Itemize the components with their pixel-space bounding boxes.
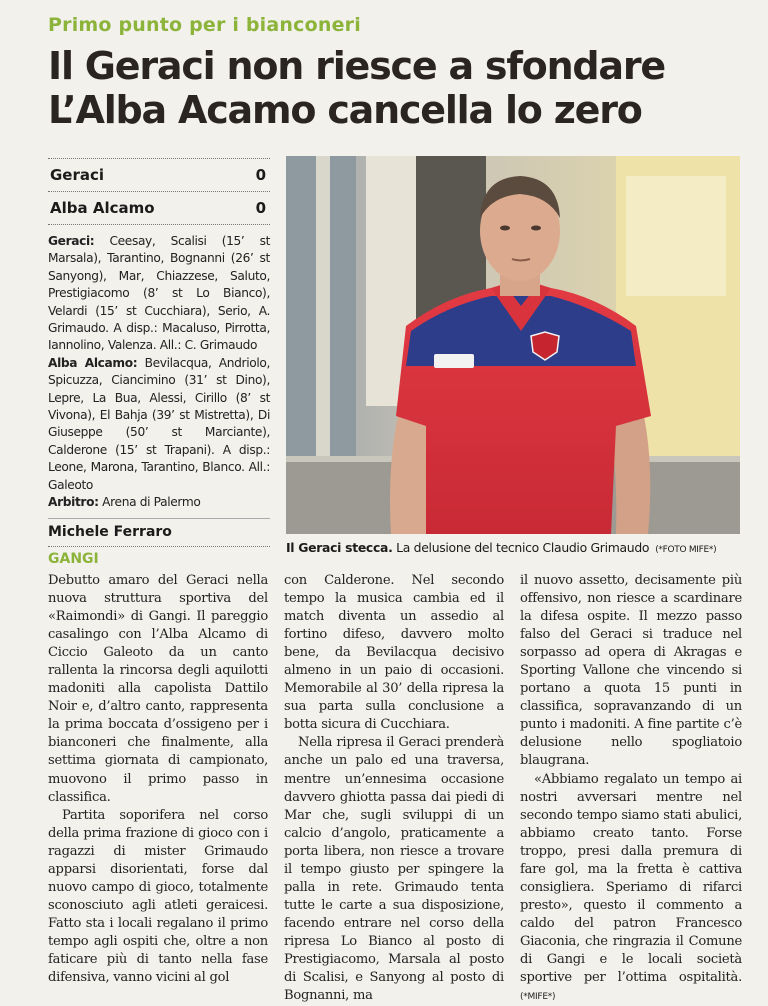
article-column-2 <box>284 572 504 1005</box>
headline-line-2: L’Alba Acamo cancella lo zero <box>48 88 642 132</box>
lineups <box>48 233 270 512</box>
headline-line-1: Il Geraci non riesce a sfondare <box>48 44 665 88</box>
away-lineup <box>48 355 270 494</box>
coach-photo <box>286 156 740 534</box>
article-column-3 <box>520 572 742 1006</box>
score-row-away <box>48 191 270 225</box>
home-lineup-text: Ceesay, Scalisi (15’ st Marsala), Tarantino, Bognanni (26’ st Sanyong), Mar, Chiazzese, Saluto, Prestigiacomo (8’ st Lo Bianco), Velardi (15’ st Cucchiara), Serio, A. Grimaudo. A disp.: Macaluso, Pirrotta, Iannolino, Valenza. All.: C. Grimaudo <box>48 234 270 353</box>
col3-paragraph-2-text: «Abbiamo regalato un tempo ai nostri avversari mentre nel secondo tempo siamo stati abulici, abbiamo creato tanto. Forse troppo, presi dalla premura di fare gol, ma la fretta è cattiva consigliera. Speriamo di rifarci presto», questo il commento a caldo del patron Francesco Giaconia, che ringrazia il Comune di Gangi e le locali società sportive per l’ottima ospitalità. <box>520 771 742 986</box>
referee-label: Arbitro: <box>48 495 99 510</box>
col3-paragraph-2 <box>520 771 742 1006</box>
score-row-home <box>48 158 270 191</box>
headline <box>48 44 748 132</box>
col2-paragraph-2: Nella ripresa il Geraci prenderà anche un palo ed una traversa, mentre un’ennesima occasione davvero ghiotta passa dai piedi di Mar che, sugli sviluppi di un calcio d’angolo, praticamente a porta libera, non riesce a trovare il tempo giusto per spingere la palla in rete. Grimaudo tenta tutte le carte a sua disposizione, facendo entrare nel corso della ripresa Lo Bianco al posto di Prestigiacomo, Marsala al posto di Scalisi, e Sanyong al posto di Bognanni, ma <box>284 735 504 1004</box>
kicker: Primo punto per i bianconeri <box>48 14 361 36</box>
home-team: Geraci <box>50 166 105 184</box>
article-column-1 <box>48 572 268 987</box>
referee-text: Arena di Palermo <box>98 495 201 510</box>
col2-paragraph-1: con Calderone. Nel secondo tempo la musica cambia ed il match diventa un assedio al fortino difeso, davvero molto bene, da Bevilacqua decisivo almeno in un paio di occasioni. Memorabile al 30’ della ripresa la sua parta sulla conclusione a botta sicura di Cucchiara. <box>284 573 504 733</box>
col3-paragraph-1: il nuovo assetto, decisamente più offensivo, non riesce a scardinare la difesa ospite. Il mezzo passo falso del Geraci si traduce nel sorpasso ad opera di Akragas e Sporting Vallone che vincendo si portano a quota 15 punti in classifica, sopravanzando di un punto i madoniti. A fine partite c’è delusione nello spogliatoio blaugrana. <box>520 573 742 769</box>
col1-paragraph-1: Debutto amaro del Geraci nella nuova struttura sportiva del «Raimondi» di Gangi. Il pareggio casalingo con l’Alba Alcamo di Ciccio Galeoto da un canto rallenta la rincorsa degli aquilotti madoniti alla capolista Dattilo Noir e, d’altro canto, rappresenta la prima boccata d’ossigeno per i bianconeri che finalmente, alla settima giornata di campionato, muovono il primo passo in classifica. <box>48 573 268 805</box>
col1-paragraph-2: Partita soporifera nel corso della prima frazione di gioco con i ragazzi di mister Grimaudo apparsi disorientati, forse dal nuovo campo di gioco, totalmente sconosciuto agli atleti geraicesi. Fatto sta i locali regalano il primo tempo agli ospiti che, oltre a non faticare più di tanto nella fase difensiva, vanno vicini al gol <box>48 807 268 986</box>
referee <box>48 494 270 511</box>
away-lineup-text: Bevilacqua, Andriolo, Spicuzza, Ciancimino (31’ st Dino), Lepre, La Bua, Alessi, Cirillo (8’ st Vivona), El Bahja (39’ st Mistretta), Di Giuseppe (50’ st Marciante), Calderone (15’ st Trapani). A disp.: Leone, Marona, Tarantino, Blanco. All.: Galeoto <box>48 355 270 492</box>
caption-text: La delusione del tecnico Claudio Grimaudo <box>392 540 650 555</box>
away-team: Alba Alcamo <box>50 199 155 217</box>
col3-note: (*MIFE*) <box>520 992 556 1003</box>
home-lineup-label: Geraci: <box>48 234 95 248</box>
photo-credit: (*FOTO MIFE*) <box>655 545 717 555</box>
away-lineup-label: Alba Alcamo: <box>48 355 138 370</box>
scorebox <box>48 158 270 567</box>
coach-photo-illustration <box>286 156 740 534</box>
dateline-place: GANGI <box>48 546 270 567</box>
away-goals: 0 <box>255 199 266 217</box>
photo-caption <box>286 540 740 555</box>
caption-bold: Il Geraci stecca. <box>286 540 393 555</box>
home-lineup <box>48 233 270 355</box>
byline: Michele Ferraro <box>48 518 270 540</box>
home-goals: 0 <box>255 166 266 184</box>
